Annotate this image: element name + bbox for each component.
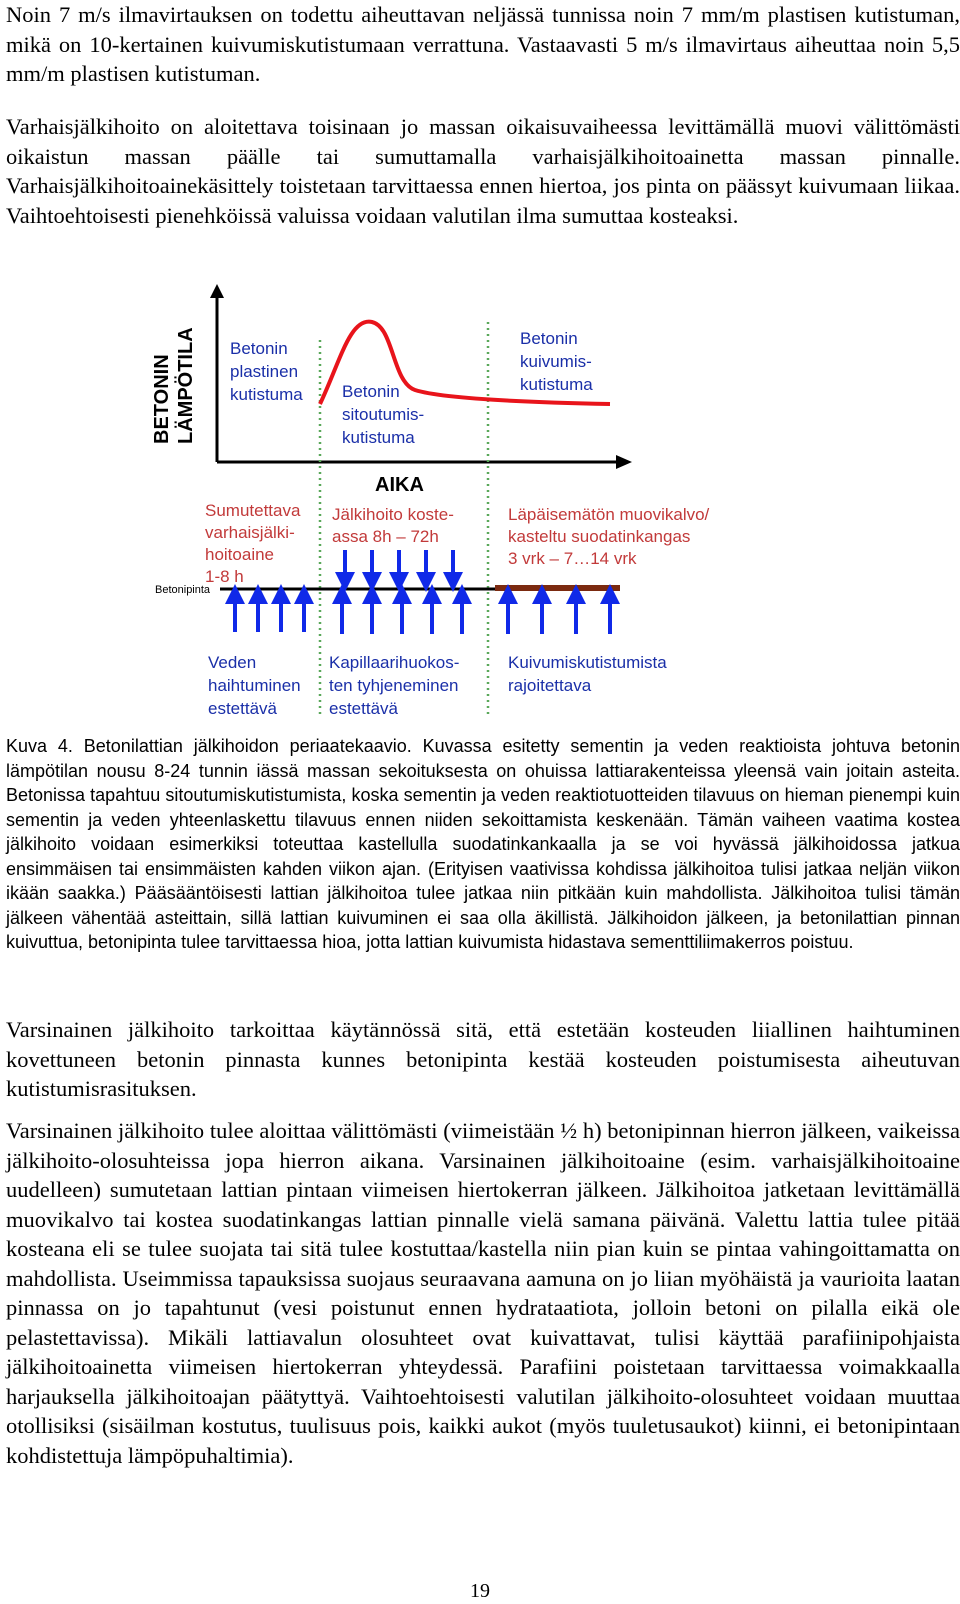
surface-label: Betonipinta (155, 584, 211, 596)
intro-paragraph: Noin 7 m/s ilmavirtauksen on todettu aiheuttavan neljässä tunnissa noin 7 mm/m plastisen kutistuman, mikä on 10-kertainen kuivumiskutistumaan verrattuna. Vastaavasti 5 m/s ilmavirtaus aiheuttaa noin 5,5 mm/m plastisen kutistuman. (6, 2, 960, 86)
wet-cure-label: Jälkihoito koste- assa 8h – 72h (332, 505, 454, 546)
page-number: 19 (470, 1580, 490, 1602)
y-axis-label-lampotila: LÄMPÖTILA (175, 327, 197, 444)
x-axis-label: AIKA (375, 474, 424, 496)
curing-diagram (140, 282, 760, 732)
membrane-label: Läpäisemätön muovikalvo/ kasteltu suodatinkangas 3 vrk – 7…14 vrk (508, 505, 710, 568)
drying-shrinkage-label: Betonin kuivumis- kutistuma (520, 329, 593, 394)
figure-caption: Kuva 4. Betonilattian jälkihoidon periaatekaavio. Kuvassa esitetty sementin ja veden reaktioista johtuva betonin lämpötilan nousu 8-24 tunnin iässä massan sekoituksesta on ohuissa lattiarakenteissa yleensä vain joitain asteita. Betonissa tapahtuu sitoutumiskutistumista, koska sementin ja veden reaktiotuotteiden tilavuus on hieman pienempi kuin sementin ja veden yhteenlaskettu tilavuus ennen niiden sekoittamista keskenään. Tämän vaiheen vaatima kostea jälkihoito voidaan esimerkiksi toteuttaa kastellulla suodatinkankaalla ja se voi hyvässä jälkihoidossa jatkua ensimmäisen tai ensimmäisten kahden viikon ajan. (Erityisen vaativissa kohdissa jälkihoitoa tulisi jatkaa neljän viikon ikään saakka.) Pääsääntöisesti lattian jälkihoitoa tulee jatkaa niin pitkään kuin mahdollista. Jälkihoitoa tulisi tämän jälkeen vähentää asteittain, sillä lattian kuivuminen ei saa olla äkillistä. Jälkihoidon jälkeen, ja betonilattian pinnan kuivuttua, betonipinta tulee tarvittaessa hioa, jotta lattian kuivumista hidastava sementtiliimakerros poistuu. (6, 736, 960, 952)
y-axis-arrow-icon (210, 284, 224, 298)
x-axis-arrow-icon (616, 455, 632, 469)
spray-label: Sumutettava varhaisjälki- hoitoaine 1-8 h (205, 501, 301, 586)
main-curing-paragraph: Varsinainen jälkihoito tarkoittaa käytännössä sitä, että estetään kosteuden liiallinen haihtuminen kovettuneen betonin pinnasta kunnes betonipinta kestää kosteuden poistumisesta aiheutuvan kutistumisrasituksen. (6, 1017, 960, 1101)
setting-shrinkage-label: Betonin sitoutumis- kutistuma (342, 382, 425, 447)
drying-limit-label: Kuivumiskutistumista rajoitettava (508, 653, 667, 695)
early-curing-paragraph: Varhaisjälkihoito on aloitettava toisinaan jo massan oikaisuvaiheessa levittämällä muovi välittömästi oikaistun massan päälle tai sumuttamalla varhaisjälkihoitoainetta massan pinnalle. Varhaisjälkihoitoainekäsittely toistetaan tarvittaessa ennen hiertoa, jos pinta on päässyt kuivumaan liikaa. Vaihtoehtoisesti pienehköissä valuissa voidaan valutilan ilma sumuttaa kosteaksi. (6, 114, 960, 228)
y-axis-label-betonin: BETONIN (151, 354, 173, 444)
curing-instructions-paragraph: Varsinainen jälkihoito tulee aloittaa välittömästi (viimeistään ½ h) betonipinnan hierron jälkeen, vaikeissa jälkihoito-olosuhteissa jopa hierron aikana. Varsinainen jälkihoitoaine (esim. varhaisjälkihoitoaine uudelleen) sumutetaan lattian pintaan viimeisen hiertokerran jälkeen. Jälkihoitoa jatketaan levittämällä muovikalvo tai kostea suodatinkangas lattian pinnalle vielä samana päivänä. Valettu lattia tulee pitää kosteana eli se tulee suojata tai sitä tulee kostuttaa/kastella niin pian kuin se pintaa vahingoittamatta on mahdollista. Useimmissa tapauksissa suojaus seuraavana aamuna on jo liian myöhäistä ja vaurioita laatan pinnassa on jo tapahtunut (vesi poistunut ennen hydrataatiota, jolloin betoni on pilalla eikä ole pelastettavissa). Mikäli lattiavalun olosuhteet ovat kuivattavat, tulisi käyttää parafiinipohjaista jälkihoitoainetta viimeisen hiertokerran yhteydessä. Parafiini poistetaan tarvittaessa voimakkaalla harjauksella jälkihoitoajan päätyttyä. Vaihtoehtoisesti valutilan jälkihoito-olosuhteet voidaan muuttaa otollisiksi (sisäilman kostutus, tuulisuus pois, kaikki aukot (myös tuuletusaukot) kiinni, ei betonipintaan kohdistettuja lämpöpuhaltimia). (6, 1118, 960, 1468)
evaporation-label: Veden haihtuminen estettävä (208, 653, 301, 718)
plastic-shrinkage-label: Betonin plastinen kutistuma (230, 339, 303, 404)
capillary-label: Kapillaarihuokos- ten tyhjeneminen estettävä (329, 653, 460, 718)
